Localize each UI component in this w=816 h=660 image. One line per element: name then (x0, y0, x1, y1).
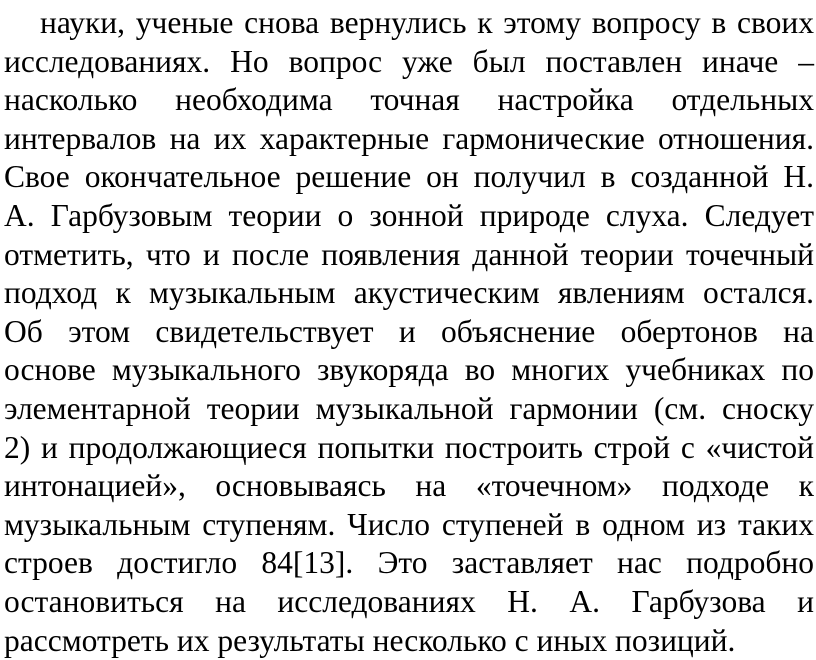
text-line: подход к музыкальным акустическим явлениям остался. (4, 274, 814, 313)
text-line: Свое окончательное решение он получил в созданной Н. (4, 158, 814, 197)
text-line: музыкальным ступеням. Число ступеней в одном из таких (4, 506, 814, 545)
text-line: основе музыкального звукоряда во многих учебниках по (4, 351, 814, 390)
text-line: интервалов на их характерные гармонические отношения. (4, 120, 814, 159)
text-line: насколько необходима точная настройка отдельных (4, 81, 814, 120)
text-line: А. Гарбузовым теории о зонной природе слуха. Следует (4, 197, 814, 236)
text-line: исследованиях. Но вопрос уже был поставлен иначе – (4, 43, 814, 82)
text-line: 2) и продолжающиеся попытки построить строй с «чистой (4, 429, 814, 468)
text-line: науки, ученые снова вернулись к этому вопросу в своих (4, 4, 814, 43)
text-line: интонацией», основываясь на «точечном» подходе к (4, 467, 814, 506)
text-line: остановиться на исследованиях Н. А. Гарбузова и (4, 583, 814, 622)
text-line: Об этом свидетельствует и объяснение обертонов на (4, 313, 814, 352)
text-line: строев достигло 84[13]. Это заставляет нас подробно (4, 544, 814, 583)
text-line: рассмотреть их результаты несколько с иных позиций. (4, 622, 814, 660)
body-paragraph (4, 4, 814, 660)
text-line: элементарной теории музыкальной гармонии (см. сноску (4, 390, 814, 429)
text-line: отметить, что и после появления данной теории точечный (4, 236, 814, 275)
